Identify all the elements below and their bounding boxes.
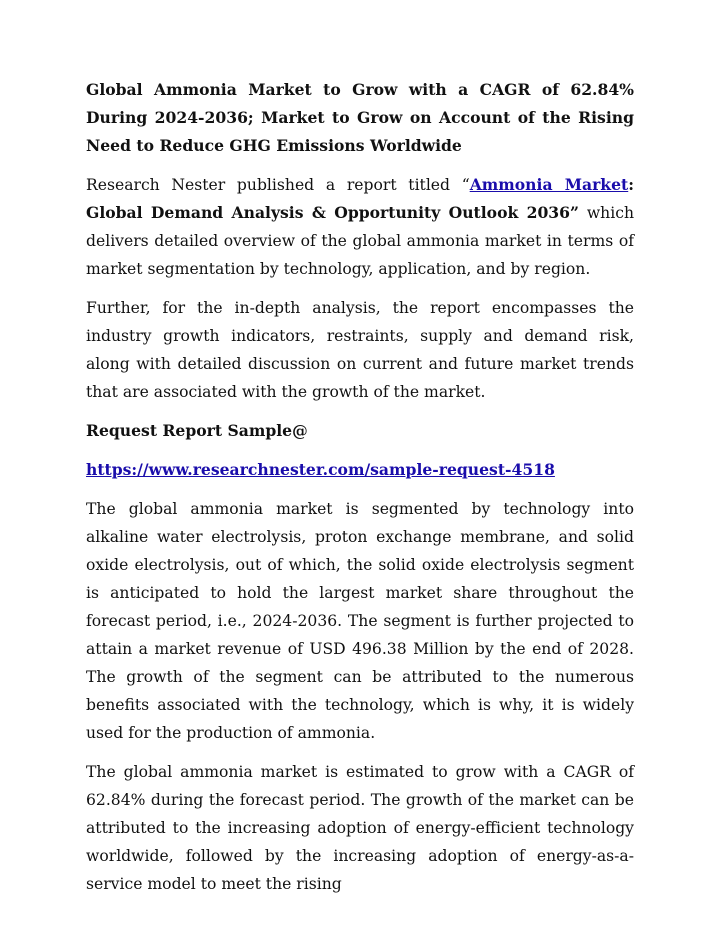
segmentation-paragraph: The global ammonia market is segmented by technology into alkaline water electrolysis, proton exchange membrane, and solid oxide electrolysis, out of which, the solid oxide electrolysis segment is anticipated to hold the largest market share throughout the forecast period, i.e., 2024-2036. The segment is further projected to attain a market revenue of USD 496.38 Million by the end of 2028. The growth of the segment can be attributed to the numerous benefits associated with the technology, which is why, it is widely used for the production of ammonia. bbox=[86, 500, 634, 742]
growth-paragraph: The global ammonia market is estimated to grow with a CAGR of 62.84% during the forecast period. The growth of the market can be attributed to the increasing adoption of energy-efficient technology worldwide, followed by the increasing adoption of energy-as-a-service model to meet the rising bbox=[86, 763, 634, 893]
report-title-rest: : Global Demand Analysis & Opportunity Outlook 2036” bbox=[86, 175, 634, 222]
request-sample-link[interactable]: https://www.researchnester.com/sample-request-4518 bbox=[86, 460, 555, 479]
intro-text-pre: Research Nester published a report titled “ bbox=[86, 176, 470, 194]
request-sample-link-line bbox=[86, 456, 634, 484]
intro-text-post: which delivers detailed overview of the global ammonia market in terms of market segmentation by technology, application, and by region. bbox=[86, 204, 634, 278]
intro-paragraph bbox=[86, 171, 634, 283]
headline: Global Ammonia Market to Grow with a CAGR of 62.84% During 2024-2036; Market to Grow on Account of the Rising Need to Reduce GHG Emissions Worldwide bbox=[86, 80, 634, 155]
analysis-paragraph: Further, for the in-depth analysis, the report encompasses the industry growth indicators, restraints, supply and demand risk, along with detailed discussion on current and future market trends that are associated with the growth of the market. bbox=[86, 299, 634, 401]
ammonia-market-link[interactable]: Ammonia Market bbox=[469, 175, 629, 194]
request-sample-label: Request Report Sample@ bbox=[86, 421, 308, 440]
